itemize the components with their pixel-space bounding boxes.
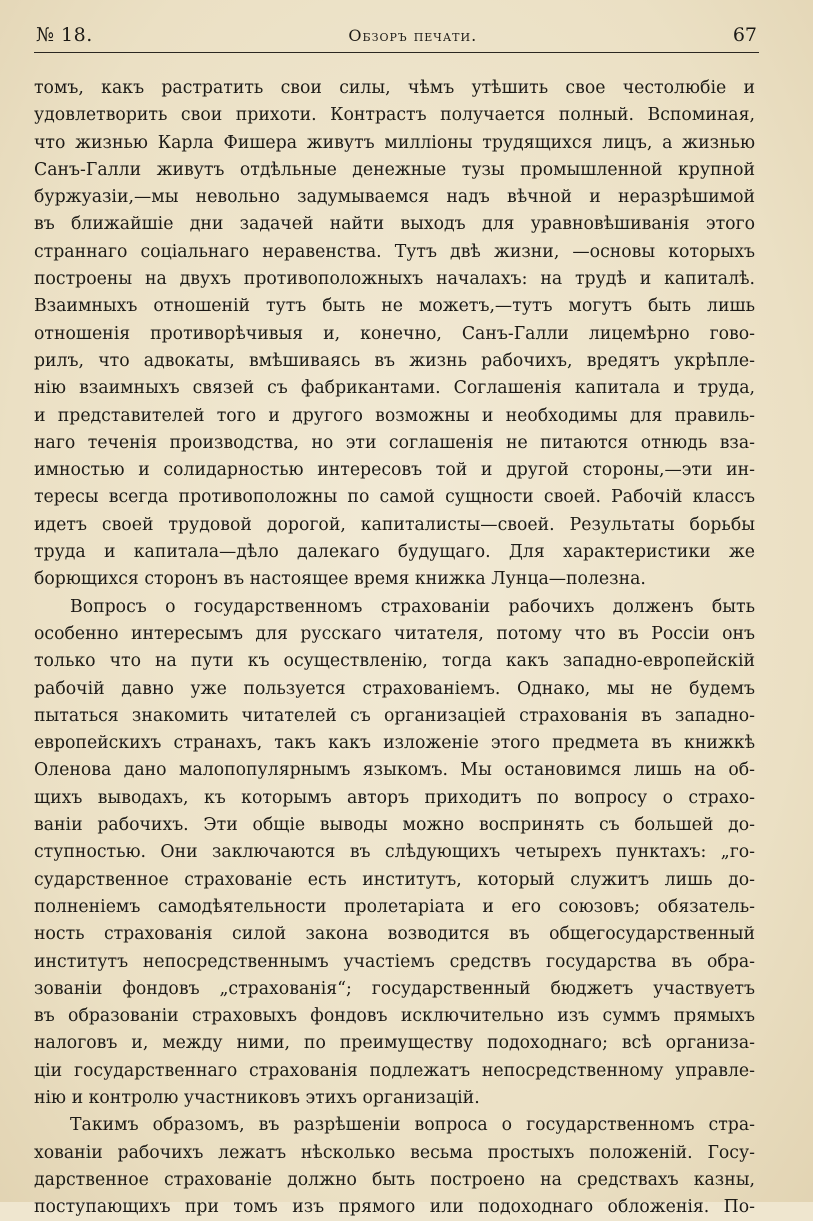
text-line: буржуазіи,—мы невольно задумываемся надъ вѣчной и неразрѣшимой [34, 187, 755, 208]
text-line: ступностью. Они заключаются въ слѣдующихъ четырехъ пунктахъ: „го- [34, 842, 755, 863]
running-header [34, 24, 759, 53]
text-line: тересы всегда противоположны по самой сущности своей. Рабочій классъ [34, 487, 755, 508]
text-line: труда и капитала—дѣло далекаго будущаго. Для характеристики же [34, 542, 755, 563]
text-line: нію взаимныхъ связей съ фабрикантами. Соглашенія капитала и труда, [34, 378, 755, 399]
text-line: зованіи фондовъ „страхованія“; государственный бюджетъ участвуетъ [34, 978, 755, 999]
text-line: страннаго соціальнаго неравенства. Тутъ двѣ жизни, —основы которыхъ [34, 241, 755, 262]
text-line: рилъ, что адвокаты, вмѣшиваясь въ жизнь рабочихъ, вредятъ укрѣпле- [34, 350, 755, 371]
text-line: ціи государственнаго страхованія подлежатъ непосредственному управле- [34, 1060, 755, 1081]
page-number: 67 [732, 24, 757, 46]
text-line: томъ, какъ растратить свои силы, чѣмъ утѣшить свое честолюбіе и [34, 78, 755, 98]
text-line: рабочій давно уже пользуется страхованіемъ. Однако, мы не будемъ [34, 678, 755, 699]
issue-number: № 18. [36, 24, 93, 46]
paragraph [34, 594, 755, 1113]
text-line: сударственное страхованіе есть институтъ, который служитъ лишь до- [34, 869, 755, 890]
text-line: идетъ своей трудовой дорогой, капиталисты—своей. Результаты борьбы [34, 514, 755, 535]
text-line: въ образованіи страховыхъ фондовъ исключительно изъ суммъ прямыхъ [34, 1006, 755, 1027]
text-line: удовлетворить свои прихоти. Контрастъ получается полный. Вспоминая, [34, 105, 755, 126]
text-line: построены на двухъ противоположныхъ началахъ: на трудѣ и капиталѣ. [34, 269, 755, 290]
text-line: Такимъ образомъ, въ разрѣшеніи вопроса о государственномъ стра- [70, 1115, 755, 1136]
text-line: хованіи рабочихъ лежатъ нѣсколько весьма простыхъ положеній. Госу- [34, 1142, 755, 1163]
text-line: поступающихъ при томъ изъ прямого или подоходнаго обложенія. По- [34, 1197, 755, 1218]
text-line: особенно интересымъ для русскаго читателя, потому что въ Россіи онъ [34, 623, 755, 644]
article-body [34, 75, 755, 1221]
text-line: дарственное страхованіе должно быть построено на средствахъ казны, [34, 1169, 755, 1190]
text-line: ность страхованія силой закона возводится въ общегосударственный [34, 924, 755, 945]
text-line: нію и контролю участниковъ этихъ организацій. [34, 1087, 480, 1108]
text-line: пытаться знакомить читателей съ организаціей страхованія въ западно- [34, 705, 755, 726]
text-line: что жизнью Карла Фишера живутъ милліоны трудящихся лицъ, а жизнью [34, 132, 755, 153]
text-line: только что на пути къ осуществленію, тогда какъ западно-европейскій [34, 651, 755, 672]
text-line: полненіемъ самодѣятельности пролетаріата и его союзовъ; обязатель- [34, 896, 755, 917]
text-line: ваніи рабочихъ. Эти общіе выводы можно воспринять съ большей до- [34, 815, 755, 836]
text-line: Оленова дано малопопулярнымъ языкомъ. Мы остановимся лишь на об- [34, 760, 755, 781]
section-title: Обзоръ печати. [348, 26, 478, 45]
text-line: въ ближайшіе дни задачей найти выходъ для уравновѣшиванія этого [34, 214, 755, 235]
paragraph [34, 1112, 755, 1221]
text-line: имностью и солидарностью интересовъ той и другой стороны,—эти ин- [34, 460, 755, 481]
text-line: отношенія противорѣчивыя и, конечно, Санъ-Галли лицемѣрно гово- [34, 323, 755, 344]
text-line: налоговъ и, между ними, по преимуществу подоходнаго; всѣ организа- [34, 1033, 755, 1054]
text-line: щихъ выводахъ, къ которымъ авторъ приходитъ по вопросу о страхо- [34, 787, 755, 808]
text-line: Санъ-Галли живутъ отдѣльные денежные тузы промышленной крупной [34, 159, 755, 180]
text-line: Взаимныхъ отношеній тутъ быть не можетъ,—тутъ могутъ быть лишь [34, 296, 755, 317]
paragraph [34, 75, 755, 594]
text-line: европейскихъ странахъ, такъ какъ изложеніе этого предмета въ книжкѣ [34, 733, 755, 754]
text-line: институтъ непосредственнымъ участіемъ средствъ государства въ обра- [34, 951, 755, 972]
text-line: наго теченія производства, но эти соглашенія не питаются отнюдь вза- [34, 432, 755, 453]
text-line: борющихся сторонъ въ настоящее время книжка Лунца—полезна. [34, 569, 646, 590]
text-line: Вопросъ о государственномъ страхованіи рабочихъ долженъ быть [70, 596, 755, 617]
text-line: и представителей того и другого возможны и необходимы для правиль- [34, 405, 755, 426]
